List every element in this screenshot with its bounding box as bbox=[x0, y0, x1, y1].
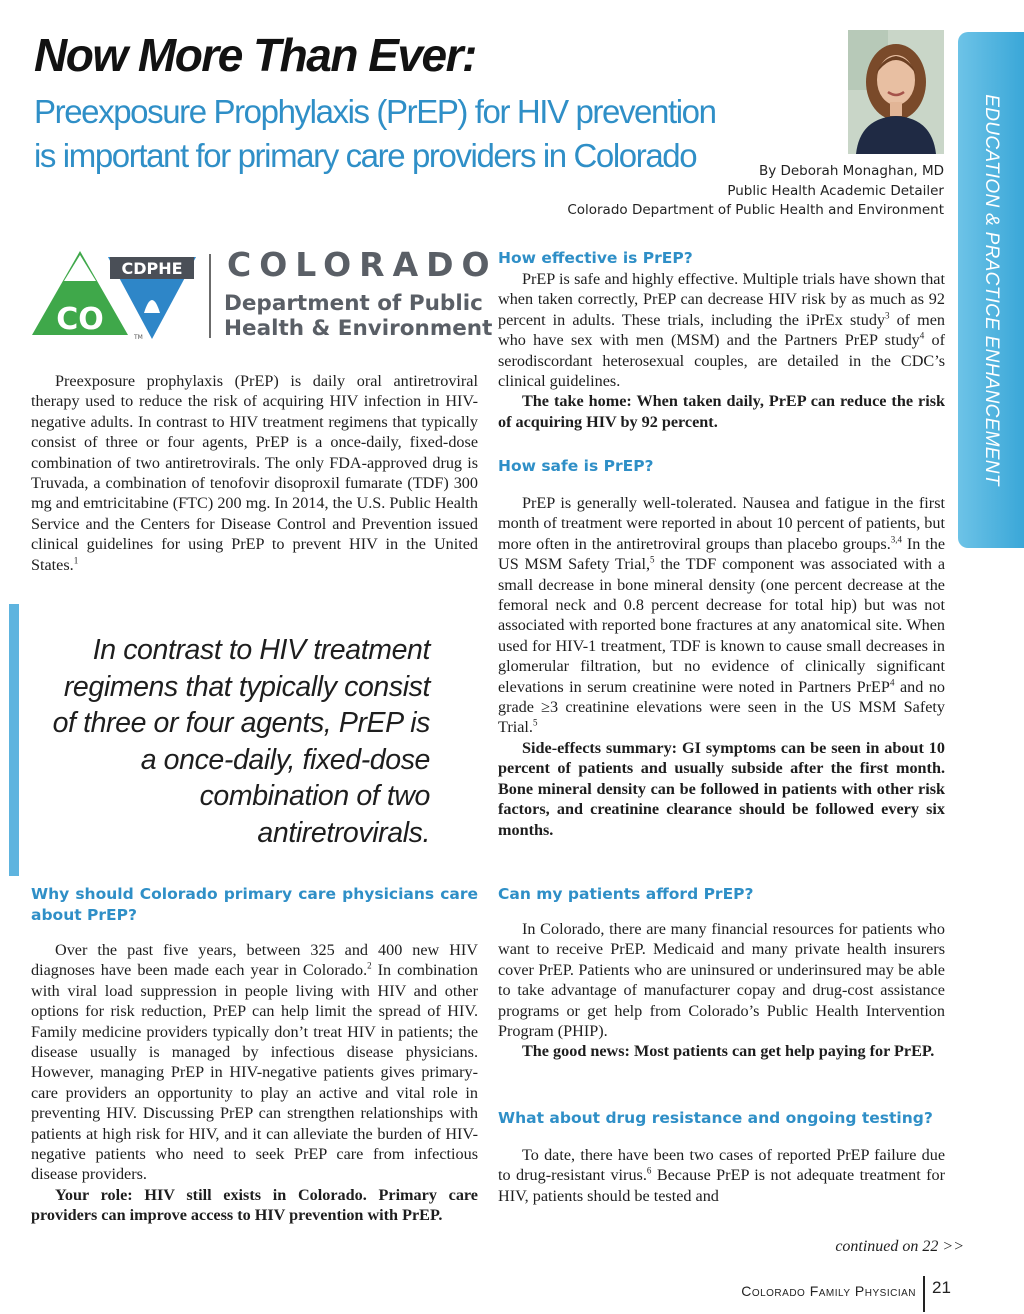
pull-quote-bar bbox=[9, 604, 19, 876]
safety-summary: Side-effects summary: GI symptoms can be seen in about 10 percent of patients and usually subside after the first month. Bone mineral density can be followed in patients with other risk factors, and creatinine clearance should be followed every six months. bbox=[498, 738, 945, 839]
logo-department-name bbox=[224, 291, 492, 341]
pull-quote: In contrast to HIV treatment regimens that typically consist of three or four agents, PrEP is a once-daily, fixed-dose combination of two antiretrovirals. bbox=[52, 634, 430, 849]
continued-link[interactable]: continued on 22 >> bbox=[835, 1238, 964, 1255]
footnote-ref: 4 bbox=[889, 677, 895, 688]
resistance-heading: What about drug resistance and ongoing testing? bbox=[498, 1109, 933, 1127]
resistance-paragraph: To date, there have been two cases of reported PrEP failure due to drug-resistant virus.$^6$ Because PrEP is not adequate treatment for HIV, patients should be tested and bbox=[498, 1146, 946, 1205]
why-heading: Why should Colorado primary care physicians care about PrEP? bbox=[31, 885, 478, 924]
intro-paragraph: Preexposure prophylaxis (PrEP) is daily oral antiretroviral therapy used to reduce the risk of acquiring HIV infection in HIV-negative adults. In contrast to HIV treatment regimens that typically consist of three or four agents, PrEP is a once-daily, fixed-dose combination of two antiretrovirals. The only FDA-approved drug is Truvada, a combination of tenofovir disoproxil fumarate (TDF) 300 mg and emtricitabine (FTC) 200 mg. In 2014, the U.S. Public Health Service and the Centers for Disease Control and Prevention issued clinical guidelines for using PrEP to prevent HIV in the United States.$^1$ bbox=[31, 372, 478, 574]
footnote-ref: 2 bbox=[367, 961, 372, 972]
why-role-callout: Your role: HIV still exists in Colorado. Primary care providers can improve access to HIV prevention with PrEP. bbox=[31, 1185, 478, 1225]
afford-heading: Can my patients afford PrEP? bbox=[498, 885, 754, 903]
author-role: Public Health Academic Detailer bbox=[727, 182, 944, 199]
effective-heading: How effective is PrEP? bbox=[498, 249, 693, 267]
effective-section bbox=[498, 248, 945, 432]
logo-dept-line-1: Department of Public bbox=[224, 291, 483, 316]
article-title: Now More Than Ever: bbox=[34, 29, 476, 81]
author-organization: Colorado Department of Public Health and Environment bbox=[567, 202, 944, 218]
safety-section bbox=[498, 456, 945, 840]
why-paragraph: Over the past five years, between 325 and 400 new HIV diagnoses have been made each year in Colorado.$^2$ In combination with viral load suppression in people living with HIV and other options for risk reduction, PrEP can help limit the spread of HIV. Family medicine providers typically don’t treat HIV in patients; the disease usually is managed by infectious disease physicians. However, managing PrEP in HIV-negative patients gives primary-care providers an opportunity to play an active and vital role in preventing HIV. Discussing PrEP can strengthen relationships with patients at high risk for HIV, and it can alleviate the burden of HIV-negative patients who need to seek PrEP care from infectious disease providers. bbox=[31, 941, 478, 1184]
effective-takehome: The take home: When taken daily, PrEP can reduce the risk of acquiring HIV by 92 percent. bbox=[498, 392, 945, 431]
footnote-ref: 3 bbox=[885, 310, 890, 321]
safety-paragraph: PrEP is generally well-tolerated. Nausea and fatigue in the first month of treatment were reported in about 10 percent of patients, but more often in the antiretroviral groups than placebo groups.$^{3,4}$ In the US MSM Safety Trial,$^5$ the TDF component was associated with a small decrease in bone mineral density (one percent decrease at the femoral neck and 0.8 percent decrease for total hip) but was not associated with reported bone fractures at any anatomical site. When used for HIV-1 treatment, TDF is known to cause small decreases in glomerular filtration, but no evidence of clinically significant elevations in serum creatinine were noted in Partners PrEP$^4$ and no grade ≥3 creatinine elevations were seen in the US MSM Safety Trial.$^5$ bbox=[498, 494, 946, 737]
author-photo bbox=[848, 30, 944, 154]
afford-good-news: The good news: Most patients can get help paying for PrEP. bbox=[522, 1042, 935, 1061]
effective-paragraph: PrEP is safe and highly effective. Multiple trials have shown that when taken correctly, PrEP can decrease HIV risk by as much as 92 percent in adults. These trials, including the iPrEx study$^3$ of men who have sex with men (MSM) and the Partners PrEP study$^4$ of serodiscordant heterosexual couples, are detailed in the CDC’s clinical guidelines. bbox=[498, 270, 946, 391]
magazine-name: Colorado Family Physician bbox=[741, 1283, 916, 1299]
subtitle-line-2: is important for primary care providers in Colorado bbox=[34, 137, 697, 174]
footnote-ref: 4 bbox=[919, 330, 925, 341]
afford-paragraph: In Colorado, there are many financial resources for patients who want to receive PrEP. Medicaid and many private health insurers cover PrEP. Patients who are uninsured or underinsured may be able to take advantage of manufacturer copay and drug-cost assistance programs or get help from Colorado’s Public Health Intervention Program (PHIP). bbox=[498, 920, 945, 1041]
logo-trademark: TM bbox=[134, 334, 143, 341]
author-portrait-image bbox=[848, 30, 944, 154]
logo-wordmark: COLORADO bbox=[227, 245, 498, 284]
page-number: 21 bbox=[932, 1278, 951, 1297]
logo-co-text: CO bbox=[56, 302, 104, 337]
why-section bbox=[31, 884, 478, 1226]
cdphe-logo-mark bbox=[30, 247, 202, 341]
footer-divider bbox=[923, 1276, 925, 1312]
subtitle-line-1: Preexposure Prophylaxis (PrEP) for HIV prevention bbox=[34, 93, 716, 130]
resistance-section bbox=[498, 1108, 945, 1206]
byline bbox=[567, 162, 944, 221]
footnote-ref: 5 bbox=[650, 554, 655, 565]
afford-section bbox=[498, 884, 945, 1062]
section-tab-label: EDUCATION & PRACTICE ENHANCEMENT bbox=[981, 94, 1002, 486]
footnote-ref: 6 bbox=[646, 1166, 652, 1177]
logo-dept-line-2: Health & Environment bbox=[224, 316, 493, 341]
footnote-ref: 5 bbox=[532, 718, 538, 729]
author-name: By Deborah Monaghan, MD bbox=[758, 163, 944, 179]
section-tab bbox=[958, 32, 1024, 548]
logo-divider bbox=[209, 254, 211, 338]
safety-heading: How safe is PrEP? bbox=[498, 457, 654, 475]
intro-block bbox=[31, 371, 478, 575]
logo-cdphe-text: CDPHE bbox=[121, 259, 183, 278]
footnote-ref: 3,4 bbox=[890, 534, 902, 545]
footnote-ref: 1 bbox=[73, 555, 79, 566]
